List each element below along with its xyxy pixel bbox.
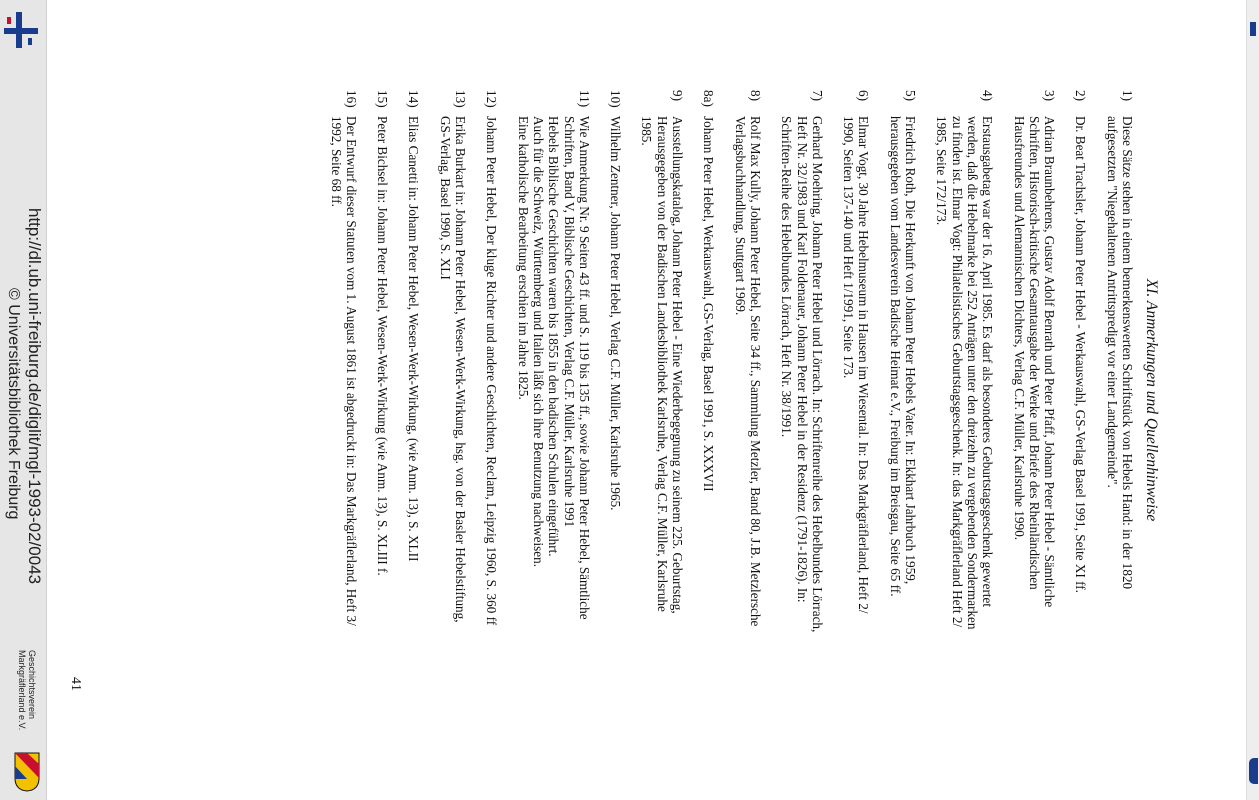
endnote-number: 8) <box>747 90 763 101</box>
endnote <box>841 90 872 750</box>
endnote <box>1011 90 1057 750</box>
endnote-number: 6) <box>856 90 872 101</box>
endnote-number: 16) <box>343 90 359 108</box>
endnote <box>1104 90 1135 750</box>
document-url-link[interactable]: http://dl.ub.uni-freiburg.de/diglit/mgl-1993-02/0043 <box>25 208 44 585</box>
endnote-number: 2) <box>1073 90 1089 101</box>
endnote-text: Diese Sätze stehen in einem bemerkenswerten Schriftstück von Hebels Hand: in der 1820 aufgesetzten "Niegehaltenen Antrittspredigt vor einer Landgemeinde". <box>1104 116 1135 590</box>
endnote-text: Ausstellungskatalog, Johann Peter Hebel - Eine Wiederbegegnung zu seinem 225. Geburtstag, Herausgegeben von der Badischen Landesbibliothek Karlsruhe, Verlag C.F. Müller, Karlsruhe 1985. <box>639 116 686 614</box>
endnote <box>887 90 918 750</box>
endnote-text: Gerhard Moehring, Johann Peter Hebel und Lörrach. In: Schriftenreihe des Hebelbundes Lörrach, Heft Nr. 32/1983 und Karl Foldenauer, Johann Peter Hebel in der Residenz (1791-1826). In: Schriften-Reihe des Hebelbundes Lörrach, Heft Nr. 38/1991. <box>779 116 825 633</box>
endnote-text: Peter Bichsel in: Johann Peter Hebel, Wesen-Werk-Wirkung (wie Anm. 13), S. XLIII f. <box>375 116 391 576</box>
endnote <box>608 90 623 750</box>
gutter-arms-mark <box>1249 758 1258 784</box>
endnote-text: Johann Peter Hebel, Werkauswahl, GS-Verlag, Basel 1991, S. XXXVII <box>701 116 717 492</box>
endnote-number: 11) <box>576 90 592 108</box>
endnote-number: 3) <box>1042 90 1058 101</box>
endnote <box>701 90 716 750</box>
gutter-logo-mark <box>1250 22 1256 36</box>
endnote-text: Erika Burkart in: Johann Peter Hebel, Wesen-Werk-Wirkung, hsg. von der Basler Hebelstiftung, GS-Verlag, Basel 1990, S. XLI <box>437 116 469 623</box>
endnote-text: Johann Peter Hebel, Der kluge Richter und andere Geschichten, Reclam, Leipzig 1960, S. 360 ff <box>484 116 500 626</box>
endnote-text: Wilhelm Zentner, Johann Peter Hebel, Verlag C.F. Müller, Karlsruhe 1965. <box>608 116 624 511</box>
endnote <box>779 90 825 750</box>
endnote-number: 8a) <box>701 90 717 107</box>
endnote <box>375 90 390 750</box>
endnote <box>515 90 591 750</box>
endnote-number: 4) <box>980 90 996 101</box>
endnote-text: Elias Canetti in: Johann Peter Hebel, Wesen-Werk-Wirkung, (wie Anm. 13), S. XLII <box>406 116 422 562</box>
endnote-text: Erstausgabetag war der 16. April 1985. Es darf als besonderes Geburtstagsgeschenk gewertet werden, daß die Hebelmarke bei 252 Anträgen unter den dreizehn zu vergebenden Sondermarken zu finden ist. Elmar Vogt: Philatelistisches Geburtstagsgeschenk. In: das Markgräflerland Heft 2/ 1985, Seite 172/173. <box>934 116 996 630</box>
endnote-number: 1) <box>1120 90 1135 101</box>
endnote-number: 12) <box>484 90 500 108</box>
endnote <box>328 90 359 750</box>
endnote-number: 9) <box>670 90 686 101</box>
society-name-line1: Geschichtsverein <box>27 650 37 720</box>
endnote-text: Rolf Max Kully, Johann Peter Hebel, Seite 34 ff., Sammlung Metzler, Band 80, J.B. Metzlersche Verlagsbuchhandlung, Stuttgart 1969. <box>732 116 763 627</box>
endnote <box>732 90 763 750</box>
endnote-text: Wie Anmerkung Nr. 9 Seiten 43 ff. und S. 119 bis 135 ff., sowie Johann Peter Hebel, Sämtliche Schriften, Band V, Biblische Geschichten, Verlag C.F. Müller, Karlsruhe 1991 Hebels Biblische Geschichten waren bis 1855 in den badischen Schulen eingeführt. Auch für die Schweiz, Württemberg und Italien läßt sich ihre Benutzung nachweisen. Eine katholische Bearbeitung erschien im Jahre 1825. <box>515 116 592 620</box>
endnote-number: 7) <box>809 90 825 101</box>
endnote-number: 5) <box>903 90 919 101</box>
page-title: XI. Anmerkungen und Quellenhinweise <box>1143 278 1160 522</box>
right-scroll-gutter[interactable] <box>1246 0 1259 800</box>
endnote-number: 10) <box>608 90 624 108</box>
endnote-text: Friedrich Roth, Die Herkunft von Johann Peter Hebels Vater. In: Ekkhart Jahrbuch 1959, herausgegeben vom Landesverein Badische Heimat e.V., Freiburg im Breisgau, Seite 65 ff. <box>887 116 919 597</box>
endnote-text: Adrian Braunbehrens, Gustav Adolf Benrath und Peter Pfaff, Johann Peter Hebel - Sämtliche Schriften, Historisch-kritische Gesamtausgabe der Werke und Briefe des Rheinländischen Hausfreundes und Alemannischen Dichters, Verlag C.F. Müller, Karlsruhe 1990. <box>1011 116 1058 608</box>
endnote <box>406 90 421 750</box>
endnotes-list <box>312 90 1135 750</box>
endnote <box>1073 90 1088 750</box>
endnote <box>484 90 499 750</box>
endnote <box>639 90 685 750</box>
copyright-text: © Universitätsbibliothek Freiburg <box>5 288 22 520</box>
endnote-text: Elmar Vogt, 30 Jahre Hebelmuseum in Hausen im Wiesental. In: Das Markgräflerland, Heft 2/ 1990, Seiten 137-140 und Heft 1/1991, Seite 173. <box>841 116 872 614</box>
endnote <box>438 90 469 750</box>
endnote-text: Der Entwurf dieser Statuten vom 1. August 1861 ist abgedruckt in: Das Markgräflerland, Heft 3/ 1992, Seite 68 ff. <box>328 116 359 626</box>
endnote-number: 14) <box>406 90 422 108</box>
endnote-number: 15) <box>375 90 391 108</box>
society-name-line2: Markgräflerland e.V. <box>17 650 27 731</box>
endnote <box>934 90 995 750</box>
endnote-number: 13) <box>453 90 469 108</box>
page-number: 41 <box>68 677 83 691</box>
endnote-text: Dr. Beat Trachsler, Johann Peter Hebel - Werkauswahl, GS-Verlag Basel 1991, Seite XI ff. <box>1073 116 1089 593</box>
